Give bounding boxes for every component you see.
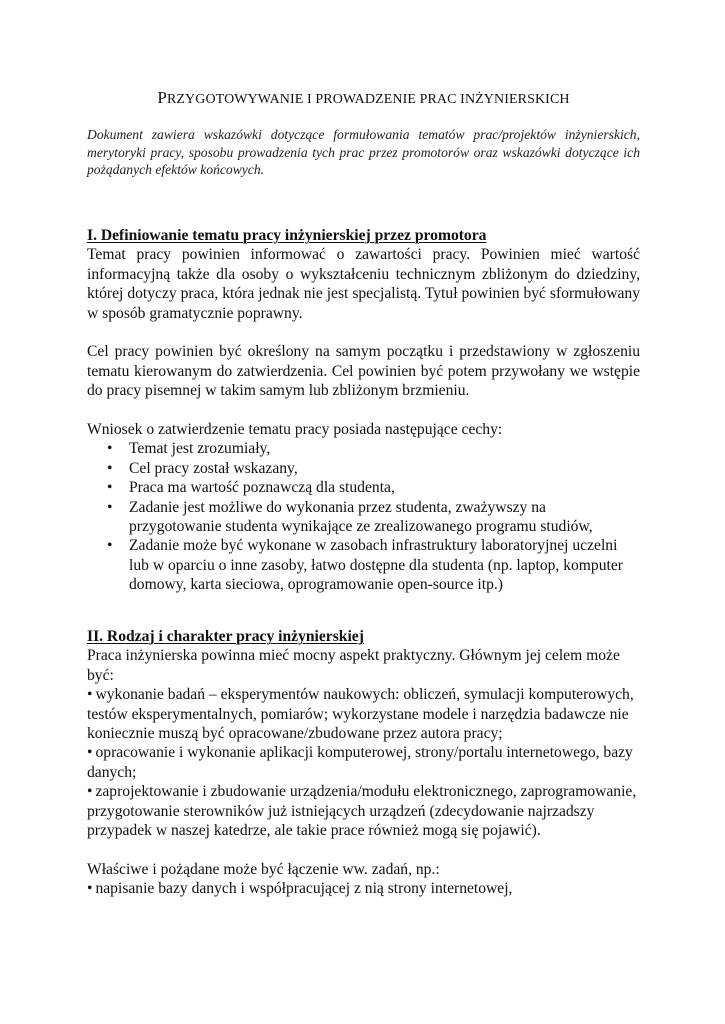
abstract-paragraph: Dokument zawiera wskazówki dotyczące formułowania tematów prac/projektów inżynierskich, merytoryki pracy, sposobu prowadzenia tych prac przez promotorów oraz wskazówki dotyczące ich pożądanych efektów końcowych. (87, 127, 640, 177)
section-2 (87, 627, 640, 899)
section-2-paragraph-2: Właściwe i pożądane może być łączenie ww. zadań, np.: (87, 860, 440, 878)
section-2-heading: II. Rodzaj i charakter pracy inżynierskiej (87, 628, 364, 645)
list-item: • Zadanie może być wykonane w zasobach infrastruktury laboratoryjnej uczelni lub w oparciu o inne zasoby, łatwo dostępne dla studenta (np. laptop, komputer domowy, karta sieciowa, oprogramowanie open-source itp.) (107, 537, 623, 594)
document-title (87, 88, 640, 108)
list-item: • zaprojektowanie i zbudowanie urządzenia/modułu elektronicznego, zaprogramowanie, przygotowanie sterowników już istniejących urządzeń (zdecydowanie najrzadszy przypadek w naszej katedrze, ale takie prace również mogą się pojawić). (87, 783, 637, 840)
list-item: • Cel pracy został wskazany, (107, 459, 298, 477)
section-1-heading: I. Definiowanie tematu pracy inżynierskiej przez promotora (87, 227, 487, 244)
title-first-letter: P (157, 88, 167, 107)
list-item: • wykonanie badań – eksperymentów naukowych: obliczeń, symulacji komputerowych, testów eksperymentalnych, pomiarów; wykorzystane modele i narzędzia badawcze nie koniecznie muszą być opracowane/zbudowane przez autora pracy; (87, 686, 634, 743)
list-item: • Temat jest zrozumiały, (107, 440, 271, 458)
bullet-icon: • (87, 880, 93, 898)
bullet-icon: • (107, 459, 113, 477)
title-rest: RZYGOTOWYWANIE I PROWADZENIE PRAC INŻYNIERSKICH (166, 92, 570, 107)
section-1 (87, 226, 640, 595)
section-1-paragraph-3: Wniosek o zatwierdzenie tematu pracy posiada następujące cechy: (87, 421, 503, 439)
section-1-paragraph-2: Cel pracy powinien być określony na samym początku i przedstawiony w zgłoszeniu tematu kierowanym do zatwierdzenia. Cel powinien być potem przywołany we wstępie do pracy pisemnej w takim samym lub zbliżonym brzmieniu. (87, 343, 640, 400)
bullet-icon: • (87, 783, 93, 801)
bullet-icon: • (87, 686, 93, 704)
bullet-icon: • (107, 537, 113, 555)
bullet-icon: • (107, 440, 113, 458)
bullet-icon: • (87, 744, 93, 762)
section-1-bullet-list (87, 439, 640, 594)
section-2-paragraph-1: Praca inżynierska powinna mieć mocny aspekt praktyczny. Głównym jej celem może być: (87, 647, 620, 684)
section-1-paragraph-1: Temat pracy powinien informować o zawartości pracy. Powinien mieć wartość informacyjną także dla osoby o wykształceniu technicznym zbliżonym do dziedziny, której dotyczy praca, która jednak nie jest specjalistą. Tytuł powinien być sformułowany w sposób gramatycznie poprawny. (87, 246, 640, 322)
list-item: • Zadanie jest możliwe do wykonania przez studenta, zważywszy na przygotowanie studenta wynikające ze zrealizowanego programu studiów, (107, 498, 593, 536)
list-item: • napisanie bazy danych i współpracującej z nią strony internetowej, (87, 880, 513, 898)
list-item: • Praca ma wartość poznawczą dla studenta, (107, 479, 395, 497)
list-item: • opracowanie i wykonanie aplikacji komputerowej, strony/portalu internetowego, bazy danych; (87, 744, 633, 781)
bullet-icon: • (107, 498, 113, 516)
bullet-icon: • (107, 479, 113, 497)
